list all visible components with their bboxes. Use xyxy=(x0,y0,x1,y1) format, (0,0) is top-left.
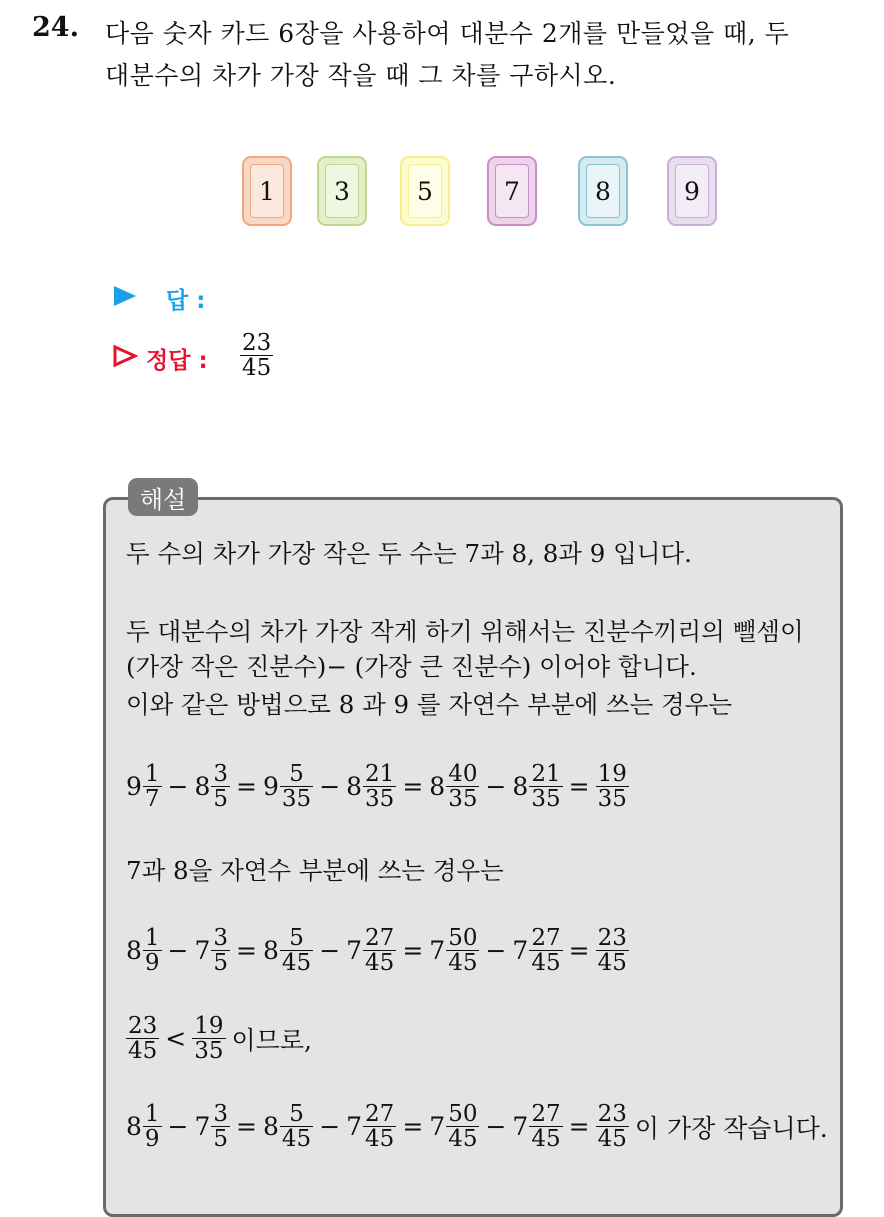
fraction-denominator: 45 xyxy=(281,1126,312,1153)
fraction-denominator: 5 xyxy=(213,1126,229,1153)
question-number: 24. xyxy=(32,12,79,43)
number-card xyxy=(317,156,367,226)
minus-sign: − xyxy=(485,936,507,966)
comparison xyxy=(126,1014,312,1063)
fraction-numerator: 21 xyxy=(531,761,561,787)
comparison-text: 이므로, xyxy=(231,1025,312,1055)
whole-number: 7 xyxy=(429,936,446,966)
fraction-numerator: 1 xyxy=(144,925,160,951)
fraction-denominator: 45 xyxy=(242,355,272,382)
fraction-denominator: 5 xyxy=(213,950,229,977)
fraction-numerator: 19 xyxy=(194,1013,224,1039)
equals-sign: = xyxy=(236,936,257,966)
fraction-numerator: 27 xyxy=(531,925,561,951)
fraction-numerator: 5 xyxy=(289,761,304,787)
fraction-numerator: 40 xyxy=(448,761,478,787)
conclusion-text: 이 가장 작습니다. xyxy=(634,1113,828,1143)
fraction-denominator: 45 xyxy=(531,1126,561,1153)
equals-sign: = xyxy=(402,772,424,802)
whole-number: 8 xyxy=(346,772,363,802)
correct-answer-row xyxy=(112,342,208,375)
fraction-denominator: 45 xyxy=(365,1126,395,1153)
outline-triangle-icon xyxy=(112,344,138,374)
question-text-line2: 대분수의 차가 가장 작을 때 그 차를 구하시오. xyxy=(105,61,617,90)
explanation-line: 두 수의 차가 가장 작은 두 수는 7과 8, 8과 9 입니다. xyxy=(126,539,692,568)
fraction-numerator: 21 xyxy=(365,761,395,787)
fraction-denominator: 35 xyxy=(531,786,561,813)
card-value: 1 xyxy=(250,164,284,218)
equals-sign: = xyxy=(568,1112,590,1142)
fraction-numerator: 50 xyxy=(448,925,478,951)
whole-number: 8 xyxy=(126,936,142,966)
filled-triangle-icon xyxy=(112,284,138,314)
fraction-denominator: 35 xyxy=(365,786,395,813)
equals-sign: = xyxy=(236,772,257,802)
whole-number: 7 xyxy=(346,936,363,966)
card-value: 9 xyxy=(675,164,709,218)
minus-sign: − xyxy=(485,772,507,802)
fraction-denominator: 45 xyxy=(448,950,478,977)
minus-sign: − xyxy=(167,936,189,966)
fraction-denominator: 35 xyxy=(281,786,312,813)
minus-sign: − xyxy=(485,1112,507,1142)
final-equation xyxy=(126,1102,828,1151)
minus-sign: − xyxy=(319,772,341,802)
card-value: 3 xyxy=(325,164,359,218)
question-text-line1: 다음 숫자 카드 6장을 사용하여 대분수 2개를 만들었을 때, 두 xyxy=(105,19,790,48)
whole-number: 7 xyxy=(194,1112,211,1142)
explanation-line: 이와 같은 방법으로 8 과 9 를 자연수 부분에 쓰는 경우는 xyxy=(126,690,733,719)
equals-sign: = xyxy=(568,936,590,966)
fraction-numerator: 23 xyxy=(242,330,272,356)
fraction-numerator: 1 xyxy=(144,1101,160,1127)
whole-number: 7 xyxy=(512,1112,529,1142)
equals-sign: = xyxy=(236,1112,257,1142)
explanation-tag: 해설 xyxy=(128,478,198,516)
number-card xyxy=(242,156,292,226)
correct-answer-label: 정답 : xyxy=(146,348,208,374)
whole-number: 9 xyxy=(126,772,142,802)
card-value: 7 xyxy=(495,164,529,218)
fraction-denominator: 45 xyxy=(281,950,312,977)
fraction-denominator: 45 xyxy=(531,950,561,977)
answer-blank-row xyxy=(112,282,205,315)
fraction-numerator: 27 xyxy=(531,1101,561,1127)
whole-number: 8 xyxy=(263,936,279,966)
equation-8-9 xyxy=(126,762,629,811)
fraction-denominator: 5 xyxy=(213,786,229,813)
fraction-numerator: 23 xyxy=(597,1101,627,1127)
fraction-numerator: 27 xyxy=(365,1101,395,1127)
whole-number: 9 xyxy=(263,772,279,802)
correct-answer-value xyxy=(240,331,273,380)
number-card xyxy=(667,156,717,226)
answer-label: 답 : xyxy=(166,288,206,314)
fraction-numerator: 3 xyxy=(213,1101,229,1127)
number-card xyxy=(400,156,450,226)
number-cards xyxy=(0,156,884,232)
whole-number: 8 xyxy=(263,1112,279,1142)
fraction-denominator: 45 xyxy=(597,950,627,977)
explanation-line: 두 대분수의 차가 가장 작게 하기 위해서는 진분수끼리의 뺄셈이 xyxy=(126,617,804,646)
fraction-numerator: 3 xyxy=(213,761,229,787)
fraction-numerator: 1 xyxy=(144,761,160,787)
fraction-denominator: 35 xyxy=(448,786,478,813)
minus-sign: − xyxy=(319,1112,341,1142)
fraction-denominator: 9 xyxy=(144,950,160,977)
fraction-numerator: 5 xyxy=(289,925,304,951)
number-card xyxy=(578,156,628,226)
minus-sign: − xyxy=(167,1112,189,1142)
equals-sign: = xyxy=(402,1112,424,1142)
fraction-numerator: 27 xyxy=(365,925,395,951)
card-value: 8 xyxy=(586,164,620,218)
fraction-numerator: 19 xyxy=(597,761,627,787)
card-value: 5 xyxy=(408,164,442,218)
number-card xyxy=(487,156,537,226)
fraction-denominator: 45 xyxy=(365,950,395,977)
explanation-line: 7과 8을 자연수 부분에 쓰는 경우는 xyxy=(126,856,504,885)
fraction-denominator: 7 xyxy=(144,786,160,813)
fraction-denominator: 35 xyxy=(194,1038,224,1065)
fraction-denominator: 45 xyxy=(597,1126,627,1153)
equals-sign: = xyxy=(568,772,590,802)
whole-number: 8 xyxy=(512,772,529,802)
fraction-numerator: 23 xyxy=(597,925,627,951)
fraction-numerator: 3 xyxy=(213,925,229,951)
whole-number: 8 xyxy=(429,772,446,802)
whole-number: 7 xyxy=(194,936,211,966)
whole-number: 7 xyxy=(512,936,529,966)
whole-number: 7 xyxy=(429,1112,446,1142)
minus-sign: − xyxy=(319,936,341,966)
fraction-denominator: 45 xyxy=(448,1126,478,1153)
equals-sign: = xyxy=(402,936,424,966)
whole-number: 8 xyxy=(194,772,211,802)
fraction-denominator: 35 xyxy=(597,786,627,813)
fraction-denominator: 45 xyxy=(128,1038,158,1065)
fraction-numerator: 23 xyxy=(128,1013,158,1039)
explanation-line: (가장 작은 진분수)− (가장 큰 진분수) 이어야 합니다. xyxy=(126,652,697,681)
whole-number: 7 xyxy=(346,1112,363,1142)
fraction-numerator: 5 xyxy=(289,1101,304,1127)
minus-sign: − xyxy=(167,772,189,802)
fraction-denominator: 9 xyxy=(144,1126,160,1153)
fraction-numerator: 50 xyxy=(448,1101,478,1127)
whole-number: 8 xyxy=(126,1112,142,1142)
less-than-sign: < xyxy=(165,1024,187,1054)
equation-7-8 xyxy=(126,926,629,975)
